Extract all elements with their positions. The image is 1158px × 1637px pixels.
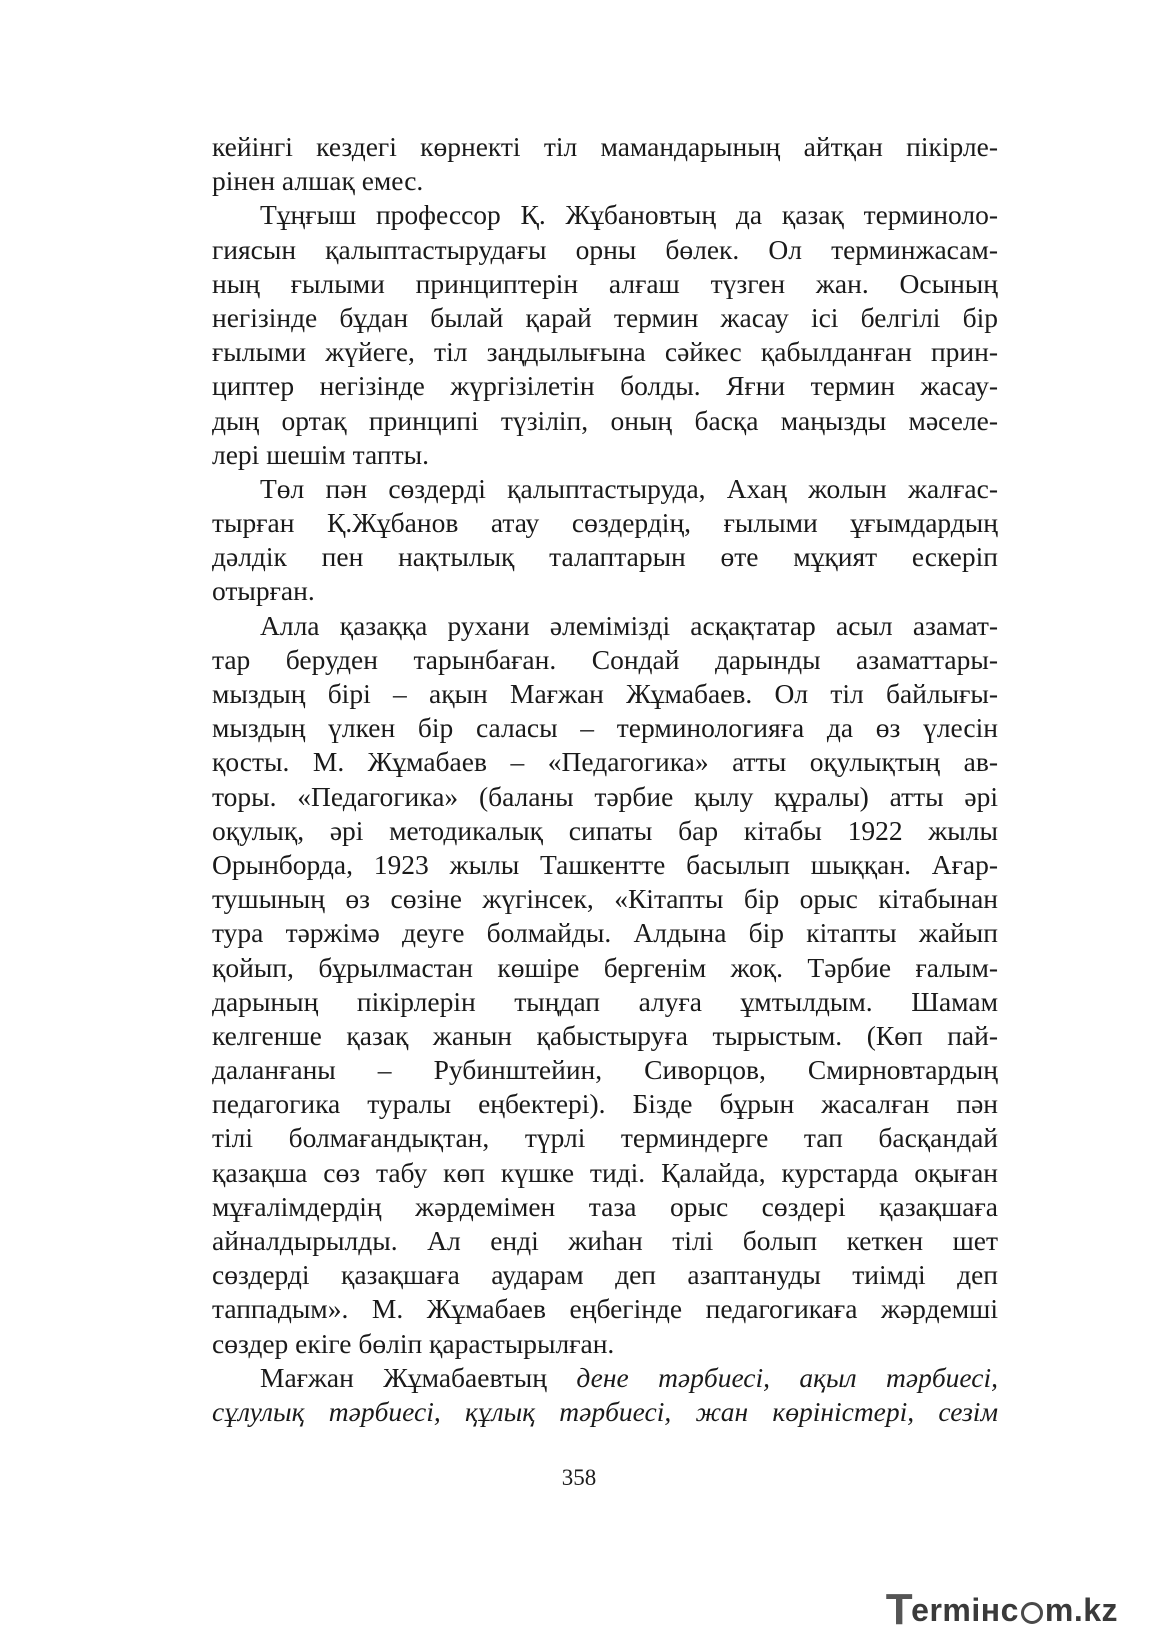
- text-line: Орынборда, 1923 жылы Ташкентте басылып шыққан. Ағар-: [212, 848, 998, 880]
- site-watermark-logo: [885, 1585, 1118, 1634]
- text-line: торы. «Педагогика» (баланы тәрбие қылу құралы) атты әрі: [212, 780, 998, 812]
- text-line: тілі болмағандықтан, түрлі терминдерге тап басқандай: [212, 1122, 998, 1154]
- text-line: Төл пән сөздерді қалыптастыруда, Ахаң жолын жалғас-: [260, 472, 998, 504]
- text-line: сөздер екіге бөліп қарастырылған.: [212, 1327, 615, 1359]
- text-line: негізінде бұдан былай қарай термин жасау ісі белгілі бір: [212, 301, 998, 333]
- watermark-letter-t: T: [885, 1585, 914, 1634]
- globe-icon: [1021, 1602, 1043, 1624]
- page-body: [212, 130, 998, 1429]
- text-line: лері шешім тапты.: [212, 438, 429, 470]
- text-line-italic: [212, 1395, 998, 1429]
- text-line-mixed: [212, 1361, 998, 1395]
- text-line: тар беруден тарынбаған. Сондай дарынды азаматтары-: [212, 643, 998, 675]
- text-line: тура тәржімә деуге болмайды. Алдына бір кітапты жайып: [212, 917, 998, 949]
- text-line: мыздың үлкен бір саласы – терминологияға да өз үлесін: [212, 712, 998, 744]
- text-line: мұғалімдердің жәрдемімен таза орыс сөздері қазақшаға: [212, 1190, 998, 1222]
- text-line: сөздерді қазақшаға аударам деп азаптануды тиімді деп: [212, 1259, 998, 1291]
- text-run-italic: дене тәрбиесі, ақыл тәрбиесі,: [576, 1361, 998, 1393]
- watermark-domain-text: m.kz: [1044, 1591, 1118, 1628]
- text-line: таппадым». М. Жұмабаев еңбегінде педагогикаға жәрдемші: [212, 1293, 998, 1325]
- text-line: тушының өз сөзіне жүгінсек, «Кітапты бір орыс кітабынан: [212, 883, 998, 915]
- text-line: кейінгі кездегі көрнекті тіл мамандарының айтқан пікірле-: [212, 131, 998, 162]
- page-number: 358: [561, 1465, 597, 1490]
- text-run-italic: сұлулық тәрбиесі, құлық тәрбиесі, жан көріністері, сезім: [212, 1395, 998, 1427]
- text-line: қойып, бұрылмастан көшіре бергенім жоқ. Тәрбие ғалым-: [212, 951, 998, 983]
- text-line: тырған Қ.Жұбанов атау сөздердің, ғылыми ұғымдардың: [212, 507, 998, 539]
- text-line: қазақша сөз табу көп күшке тиді. Қалайда, курстарда оқыған: [212, 1156, 998, 1188]
- text-line: айналдырылды. Ал енді жиһан тілі болып кеткен шет: [212, 1225, 998, 1256]
- text-line: дарының пікірлерін тыңдап алуға ұмтылдым. Шамам: [212, 985, 998, 1017]
- text-line: ғылыми жүйеге, тіл заңдылығына сәйкес қабылданған прин-: [212, 336, 998, 368]
- text-line: келгенше қазақ жанын қабыстыруға тырыстым. (Көп пай-: [212, 1019, 998, 1051]
- watermark-mid-text: ermінc: [911, 1591, 1019, 1628]
- text-line: дың ортақ принципі түзіліп, оның басқа маңызды мәселе-: [212, 404, 998, 436]
- text-line: дәлдік пен нақтылық талаптарын өте мұқият ескеріп: [212, 541, 998, 573]
- text-line: гиясын қалыптастырудағы орны бөлек. Ол терминжасам-: [212, 233, 998, 265]
- text-line: қосты. М. Жұмабаев – «Педагогика» атты оқулықтың ав-: [212, 746, 998, 778]
- text-line: Алла қазаққа рухани әлемімізді асқақтатар асыл азамат-: [260, 609, 998, 641]
- text-line: мыздың бірі – ақын Мағжан Жұмабаев. Ол тіл байлығы-: [212, 678, 998, 709]
- text-line: ның ғылыми принциптерін алғаш түзген жан. Осының: [212, 267, 998, 299]
- text-line: даланғаны – Рубинштейин, Сиворцов, Смирновтардың: [212, 1054, 998, 1086]
- text-line: Тұңғыш профессор Қ. Жұбановтың да қазақ терминоло-: [260, 199, 998, 231]
- text-line: оқулық, әрі методикалық сипаты бар кітабы 1922 жылы: [212, 814, 998, 846]
- text-line: циптер негізінде жүргізілетін болды. Яғни термин жасау-: [212, 370, 998, 402]
- text-line: отырған.: [212, 575, 315, 607]
- text-line: рінен алшақ емес.: [212, 165, 424, 197]
- text-run-plain: Мағжан Жұмабаевтың: [260, 1361, 577, 1393]
- text-line: педагогика туралы еңбектері). Бізде бұрын жасалған пән: [212, 1088, 998, 1120]
